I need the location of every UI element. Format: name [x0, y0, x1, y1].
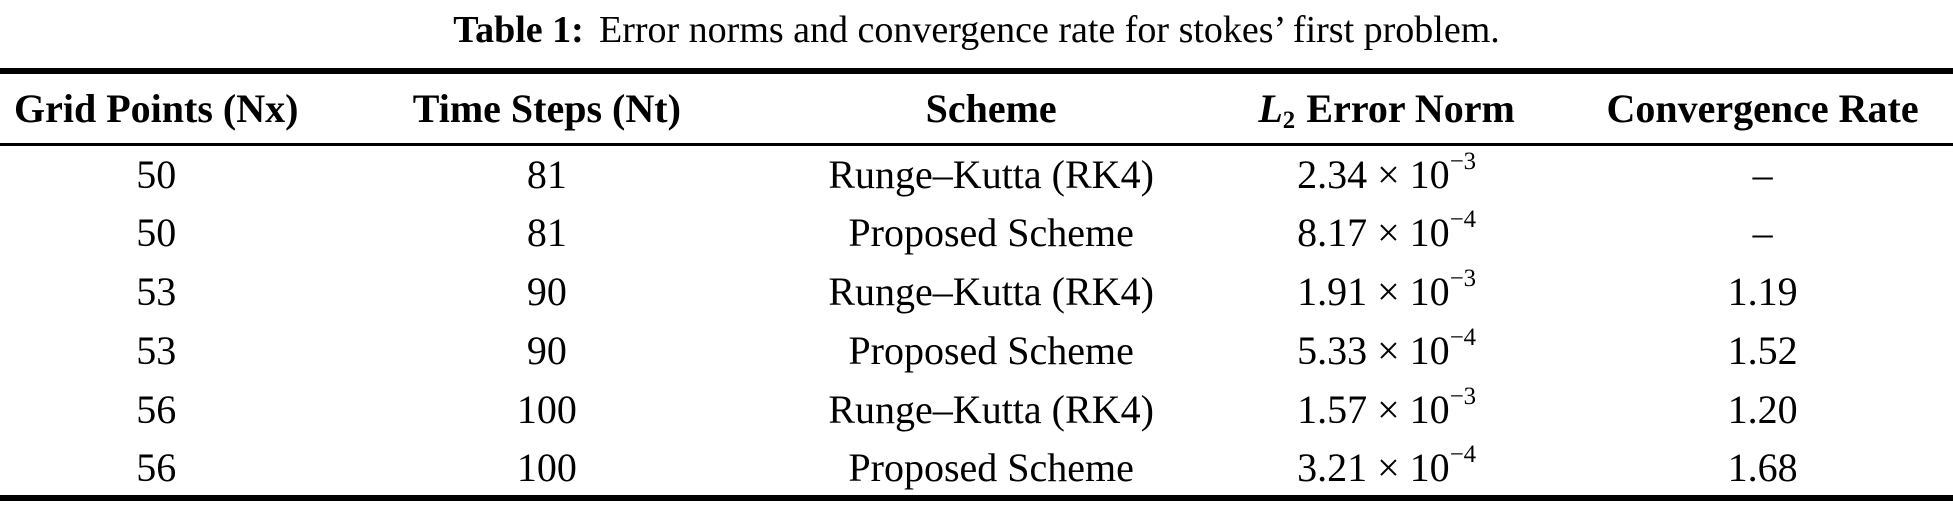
error-mantissa: 1.57 × 10 — [1297, 387, 1450, 432]
error-mantissa: 2.34 × 10 — [1297, 151, 1450, 197]
caption-label: Table 1: — [453, 9, 584, 51]
cell-error-norm — [1201, 321, 1572, 380]
cell-convergence-rate: 1.20 — [1727, 387, 1798, 432]
error-exponent: −3 — [1449, 265, 1477, 293]
error-exponent: −3 — [1449, 383, 1477, 411]
cell-grid-points: 56 — [136, 444, 177, 490]
cell-scheme: Runge–Kutta (RK4) — [828, 151, 1154, 197]
cell-convergence-rate: – — [1752, 210, 1773, 255]
table-row — [0, 262, 1953, 321]
cell-time-steps: 100 — [516, 444, 577, 490]
cell-convergence-rate: 1.68 — [1727, 444, 1798, 490]
error-mantissa: 5.33 × 10 — [1297, 328, 1450, 373]
caption-text: Error norms and convergence rate for stokes’ first problem. — [598, 9, 1500, 51]
error-mantissa: 3.21 × 10 — [1297, 444, 1450, 490]
table-row — [0, 203, 1953, 262]
l2-rest: Error Norm — [1306, 85, 1515, 131]
header-l2-error-norm — [1201, 71, 1572, 144]
table-row — [0, 321, 1953, 380]
error-exponent: −4 — [1449, 440, 1477, 468]
error-exponent: −4 — [1449, 324, 1477, 352]
l2-subscript: 2 — [1282, 106, 1296, 134]
cell-error-norm — [1201, 439, 1572, 498]
cell-grid-points: 50 — [136, 210, 177, 255]
table-row — [0, 439, 1953, 498]
table-caption — [0, 6, 1953, 54]
cell-grid-points: 53 — [136, 269, 177, 314]
header-time-steps: Time Steps (Nt) — [312, 71, 781, 144]
cell-grid-points: 56 — [136, 387, 177, 432]
header-grid-points: Grid Points (Nx) — [0, 71, 312, 144]
header-convergence-rate: Convergence Rate — [1572, 71, 1953, 144]
results-table — [0, 68, 1953, 501]
cell-error-norm — [1201, 262, 1572, 321]
cell-time-steps: 90 — [526, 328, 567, 373]
cell-grid-points: 53 — [136, 328, 177, 373]
cell-time-steps: 100 — [516, 387, 577, 432]
table-header-row — [0, 71, 1953, 144]
cell-scheme: Proposed Scheme — [848, 328, 1134, 373]
table-row — [0, 380, 1953, 439]
error-exponent: −3 — [1449, 148, 1477, 176]
cell-time-steps: 81 — [526, 151, 567, 197]
cell-convergence-rate: – — [1752, 151, 1773, 197]
cell-error-norm — [1201, 380, 1572, 439]
error-exponent: −4 — [1449, 206, 1477, 234]
error-mantissa: 1.91 × 10 — [1297, 269, 1450, 314]
cell-error-norm — [1201, 203, 1572, 262]
error-mantissa: 8.17 × 10 — [1297, 210, 1450, 255]
cell-time-steps: 81 — [526, 210, 567, 255]
cell-convergence-rate: 1.52 — [1727, 328, 1798, 373]
cell-grid-points: 50 — [136, 151, 177, 197]
cell-error-norm — [1201, 144, 1572, 203]
header-scheme: Scheme — [781, 71, 1201, 144]
l2-letter: L — [1258, 85, 1283, 131]
cell-convergence-rate: 1.19 — [1727, 269, 1798, 314]
cell-scheme: Proposed Scheme — [848, 444, 1134, 490]
cell-scheme: Runge–Kutta (RK4) — [828, 387, 1154, 432]
cell-scheme: Runge–Kutta (RK4) — [828, 269, 1154, 314]
cell-time-steps: 90 — [526, 269, 567, 314]
table-row — [0, 144, 1953, 203]
cell-scheme: Proposed Scheme — [848, 210, 1134, 255]
